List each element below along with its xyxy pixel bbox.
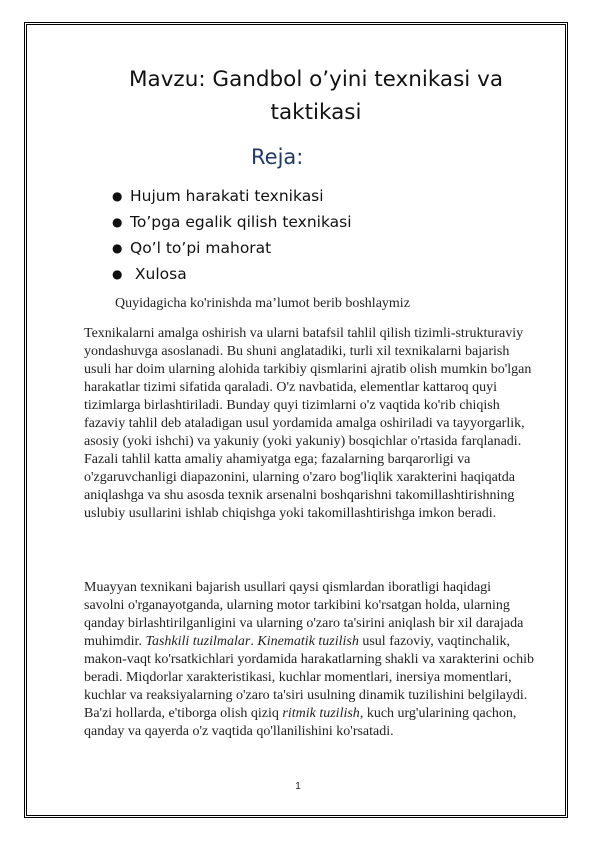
paragraph-text: .	[250, 634, 258, 649]
plan-list	[112, 183, 352, 287]
paragraph-text: usul fazoviy, vaqtinchalik, makon-vaqt ko'rsatkichlari yordamida harakatlarning shakli va xarakterini ochib beradi. Miqdorlar xarakteristikasi, kuchlar momentlari, inersiya momentlari, kuchlar va reaksiyalarning o'zaro ta'siri usulning dinamik tuzilishini belgilaydi. Ba'zi hollarda, e'tiborga olish qiziq	[84, 634, 534, 721]
list-item	[112, 261, 352, 287]
plan-item-label: To’pga egalik qilish texnikasi	[130, 213, 352, 231]
plan-item-label: Hujum harakati texnikasi	[130, 187, 324, 205]
page-title: Mavzu: Gandbol o’yini texnikasi va taktikasi	[128, 67, 504, 125]
italic-term: Kinematik tuzilish	[257, 634, 359, 649]
italic-term: Tashkili tuzilmalar	[145, 634, 251, 649]
plan-item-label: Qo’l to’pi mahorat	[130, 239, 272, 257]
plan-heading: Reja:	[251, 145, 304, 169]
bullet-icon: ●	[112, 241, 123, 255]
list-item	[112, 183, 352, 209]
list-item	[112, 235, 352, 261]
page-number: 1	[295, 781, 301, 792]
body-paragraph	[84, 579, 534, 741]
body-paragraph: Texnikalarni amalga oshirish va ularni batafsil tahlil qilish tizimli-strukturaviy yondashuvga asoslanadi. Bu shuni anglatadiki, turli xil texnikalarni bajarish usuli har doim ularning alohida tarkibiy qismlarini ajratib olish mumkin bo'lgan harakatlar tizimi sifatida qaraladi. O'z navbatida, elementlar kattaroq quyi tizimlarga birlashtiriladi. Bunday quyi tizimlarni o'z vaqtida ko'rib chiqish fazaviy tahlil deb ataladigan usul yordamida amalga oshiriladi va tayyorgarlik, asosiy (yoki ishchi) va yakuniy (yoki yakuniy) bosqichlar o'rtasida farqlanadi. Fazali tahlil katta amaliy ahamiyatga ega; fazalarning barqarorligi va o'zgaruvchanligi diapazonini, ularning o'zaro bog'liqlik xarakterini haqiqatda aniqlashga va shu asosda texnik arsenalni boshqarishni takomillashtirishning uslubiy usullarini ishlab chiqishga yoki takomillashtirishga imkon beradi.	[84, 326, 532, 521]
list-item	[112, 209, 352, 235]
bullet-icon: ●	[112, 215, 123, 229]
plan-item-label: Xulosa	[130, 265, 187, 283]
bullet-icon: ●	[112, 267, 123, 281]
bullet-icon: ●	[112, 189, 123, 203]
paragraph-text: , kuch urg'ularining qachon, qanday va qayerda o'z vaqtida qo'llanilishini ko'rsatadi.	[84, 706, 517, 739]
intro-line: Quyidagicha ko'rinishda ma’lumot berib boshlaymiz	[115, 296, 410, 311]
italic-term: ritmik tuzilish	[282, 706, 360, 721]
paragraph-text: Muayyan texnikani bajarish usullari qaysi qismlardan iboratligi haqidagi savolni o'rganayotganda, ularning motor tarkibini ko'rsatgan holda, ularning qanday birlashtirilganligini va ularning o'zaro ta'sirini aniqlash bir xil darajada muhimdir.	[84, 580, 524, 649]
